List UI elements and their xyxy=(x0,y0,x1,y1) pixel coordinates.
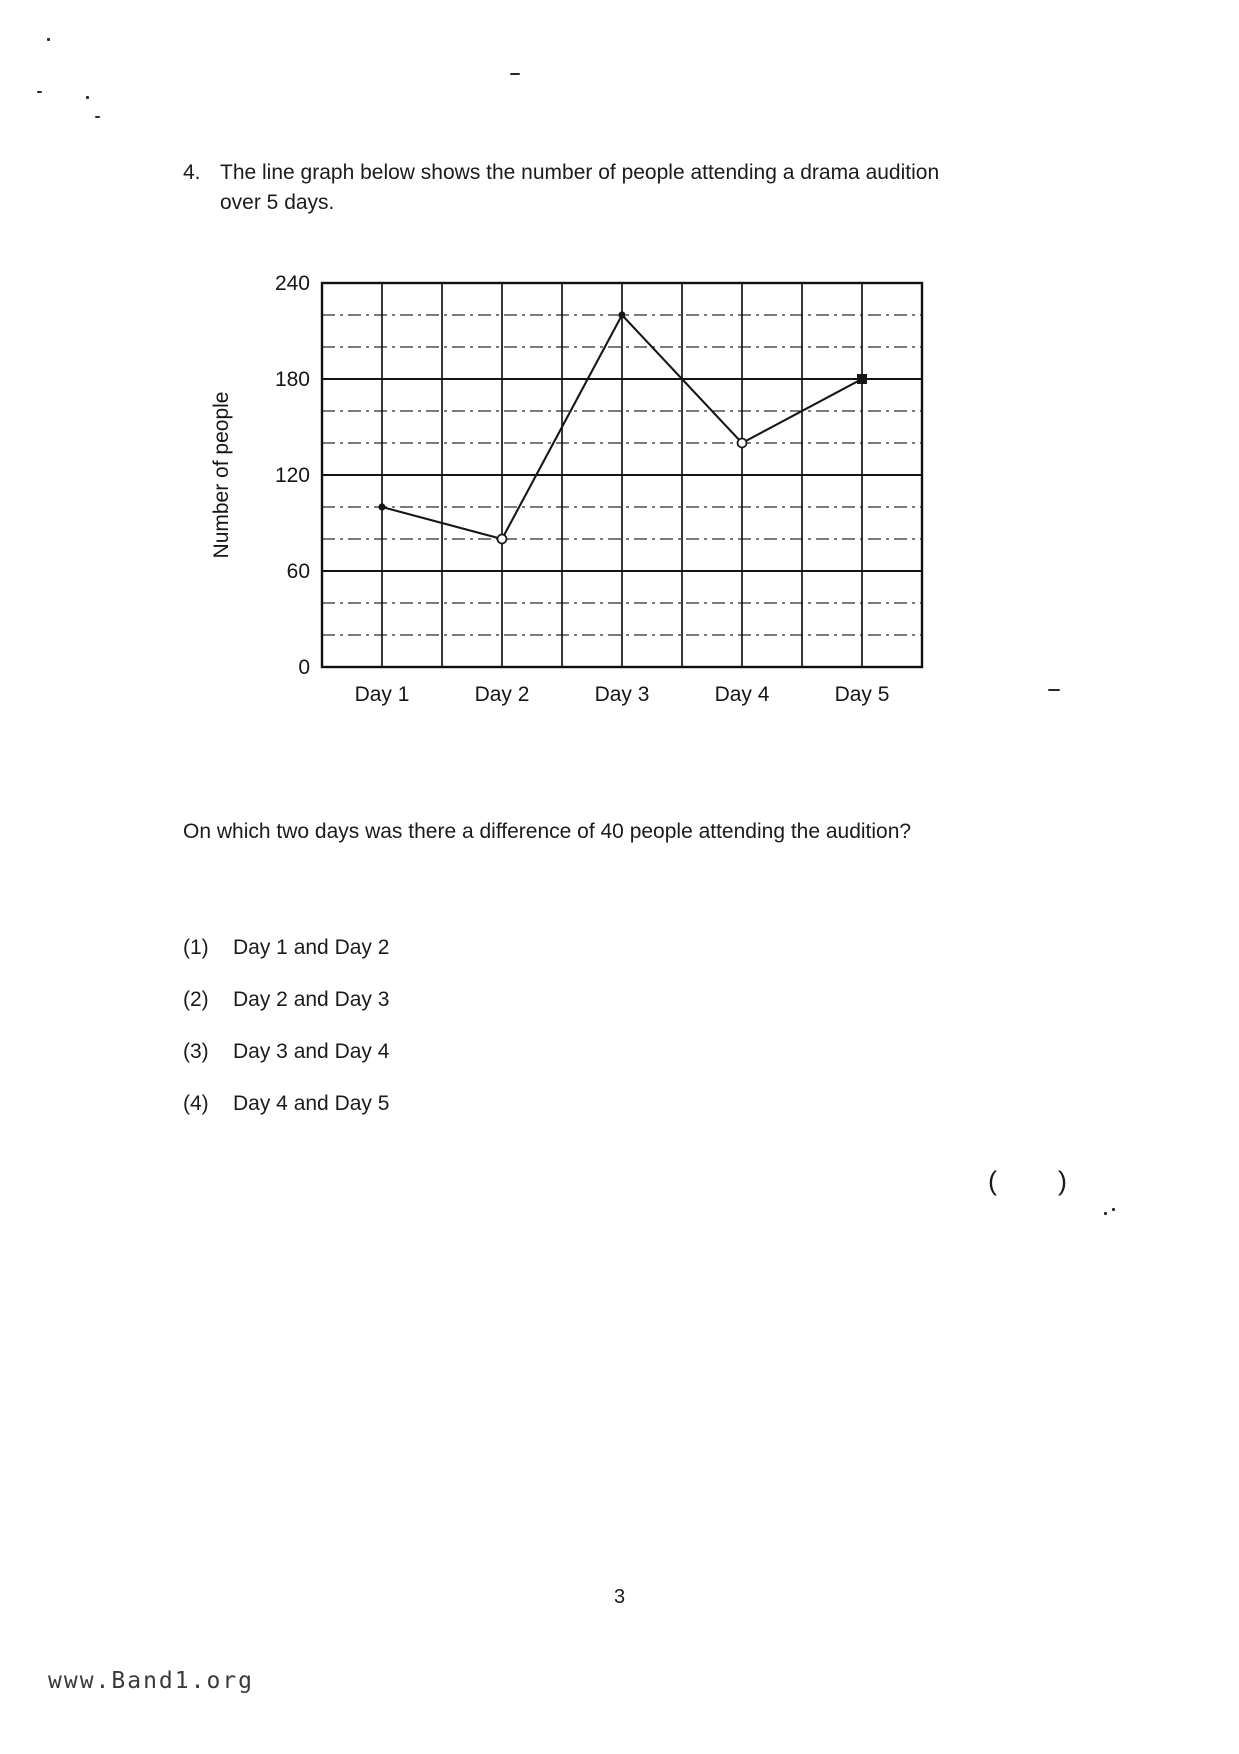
x-axis-label: Day 4 xyxy=(714,683,770,706)
option-2[interactable] xyxy=(183,988,603,1040)
x-axis-label: Day 1 xyxy=(354,683,410,706)
option-2-number: (2) xyxy=(183,988,209,1011)
scan-artifact xyxy=(95,116,100,118)
option-1-label: Day 1 and Day 2 xyxy=(233,936,390,959)
x-axis-label: Day 5 xyxy=(834,683,890,706)
option-4-label: Day 4 and Day 5 xyxy=(233,1092,390,1115)
data-point-day-3 xyxy=(618,311,625,318)
y-tick-label: 120 xyxy=(274,464,310,487)
scan-artifact xyxy=(47,38,50,41)
y-tick-label: 60 xyxy=(286,560,310,583)
data-point-day-4 xyxy=(738,439,747,448)
option-3[interactable] xyxy=(183,1040,603,1092)
scan-artifact xyxy=(1112,1208,1115,1211)
scan-artifact xyxy=(1104,1212,1107,1215)
y-axis-title: Number of people xyxy=(210,391,233,559)
option-3-label: Day 3 and Day 4 xyxy=(233,1040,390,1063)
question-text: On which two days was there a difference of 40 people attending the audition? xyxy=(183,820,912,843)
option-1-number: (1) xyxy=(183,936,209,959)
data-point-day-1 xyxy=(378,503,385,510)
question-intro-text: The line graph below shows the number of people attending a drama audition over 5 days. xyxy=(220,161,940,214)
scan-artifact xyxy=(510,73,520,75)
answer-options xyxy=(183,936,603,1144)
scan-artifact xyxy=(86,96,89,99)
question-intro xyxy=(183,158,973,218)
data-point-day-5 xyxy=(857,374,867,384)
page-number: 3 xyxy=(613,1586,626,1608)
scan-artifact xyxy=(37,91,42,93)
data-point-day-2 xyxy=(498,535,507,544)
scan-artifact xyxy=(1048,689,1060,691)
question-number: 4. xyxy=(183,161,201,184)
y-tick-label: 240 xyxy=(274,272,310,295)
line-chart-svg xyxy=(180,240,940,730)
line-chart xyxy=(180,240,940,730)
option-2-label: Day 2 and Day 3 xyxy=(233,988,390,1011)
option-4-number: (4) xyxy=(183,1092,209,1115)
y-tick-label: 180 xyxy=(274,368,310,391)
x-axis-label: Day 2 xyxy=(474,683,530,706)
option-1[interactable] xyxy=(183,936,603,988)
answer-bracket-open: ( xyxy=(988,1166,997,1196)
answer-bracket-close: ) xyxy=(1058,1166,1067,1196)
y-tick-label: 0 xyxy=(298,656,310,679)
option-4[interactable] xyxy=(183,1092,603,1144)
footer-watermark: www.Band1.org xyxy=(48,1668,255,1694)
option-3-number: (3) xyxy=(183,1040,209,1063)
x-axis-label: Day 3 xyxy=(594,683,650,706)
